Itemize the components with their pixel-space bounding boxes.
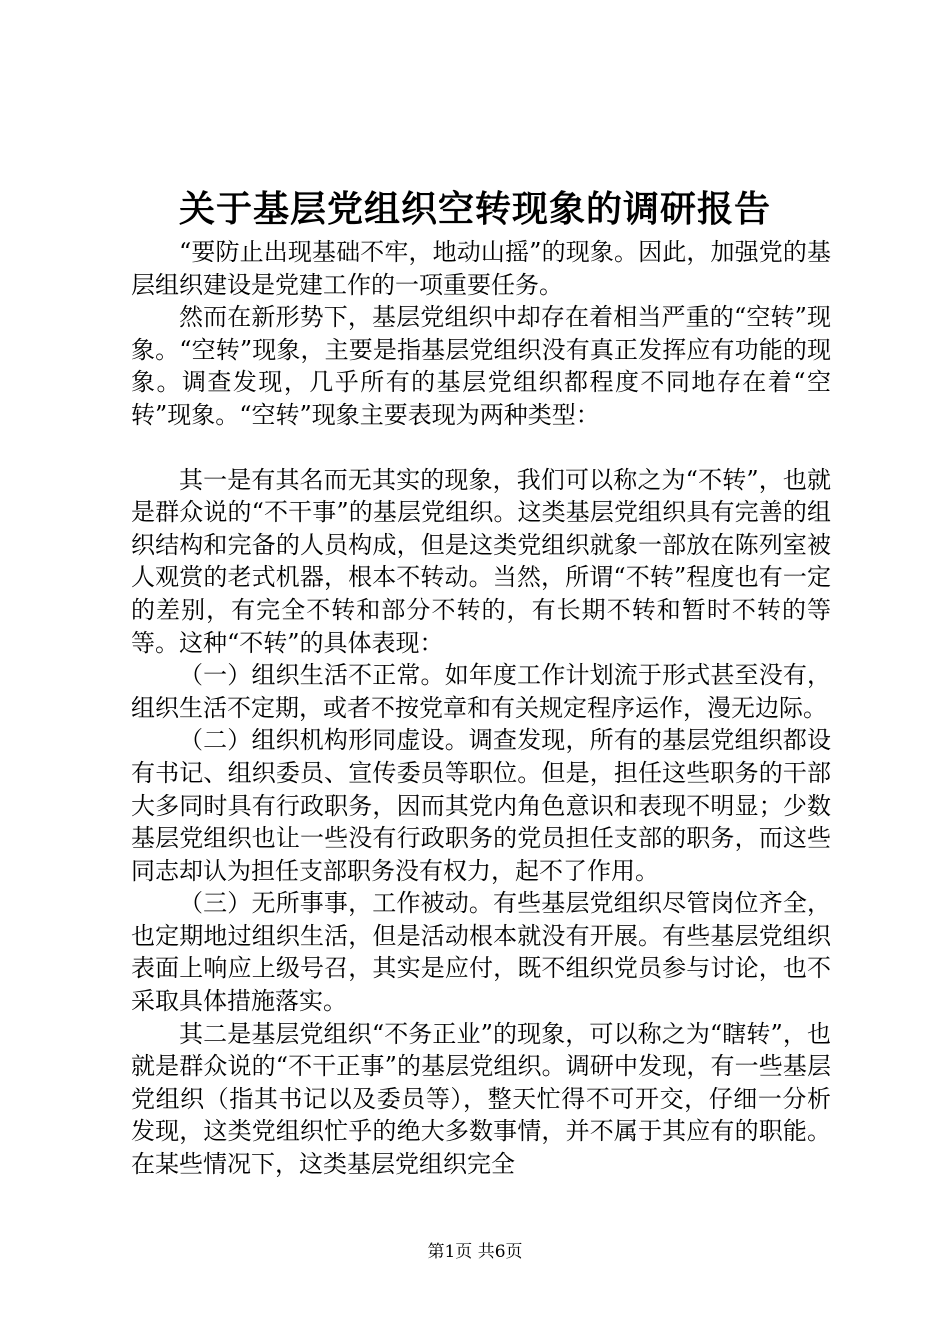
paragraph-item-two: （二）组织机构形同虚设。调查发现，所有的基层党组织都设有书记、组织委员、宣传委员等职位。但是，担任这些职务的干部大多同时具有行政职务，因而其党内角色意识和表现不明显；少数基层党组织也让一些没有行政职务的党员担任支部的职务，而这些同志却认为担任支部职务没有权力，起不了作用。 <box>131 726 831 885</box>
paragraph-type-two: 其二是基层党组织“不务正业”的现象，可以称之为“瞎转”，也就是群众说的“不干正事”的基层党组织。调研中发现，有一些基层党组织（指其书记以及委员等），整天忙得不可开交，仔细一分析发现，这类党组织忙乎的绝大多数事情，并不属于其应有的职能。在某些情况下，这类基层党组织完全 <box>131 1019 831 1179</box>
paragraph-kongzhuan-definition: 然而在新形势下，基层党组织中却存在着相当严重的“空转”现象。“空转”现象，主要是指基层党组织没有真正发挥应有功能的现象。调查发现，几乎所有的基层党组织都程度不同地存在着“空转”现象。“空转”现象主要表现为两种类型： <box>131 303 831 429</box>
paragraph-item-one: （一）组织生活不正常。如年度工作计划流于形式甚至没有，组织生活不定期，或者不按党章和有关规定程序运作，漫无边际。 <box>131 661 831 722</box>
document-body <box>131 236 831 1181</box>
paragraph-intro: “要防止出现基础不牢，地动山摇”的现象。因此，加强党的基层组织建设是党建工作的一项重要任务。 <box>131 238 831 299</box>
page-number-footer: 第1页 共6页 <box>427 1242 523 1262</box>
paragraph-type-one: 其一是有其名而无其实的现象，我们可以称之为“不转”，也就是群众说的“不干事”的基层党组织。这类基层党组织具有完善的组织结构和完备的人员构成，但是这类党组织就象一部放在陈列室被人观赏的老式机器，根本不转动。当然，所谓“不转”程度也有一定的差别，有完全不转和部分不转的，有长期不转和暂时不转的等等。这种“不转”的具体表现： <box>131 465 831 657</box>
document-title: 关于基层党组织空转现象的调研报告 <box>178 188 771 230</box>
paragraph-item-three: （三）无所事事，工作被动。有些基层党组织尽管岗位齐全，也定期地过组织生活，但是活动根本就没有开展。有些基层党组织表面上响应上级号召，其实是应付，既不组织党员参与讨论，也不采取具体措施落实。 <box>131 889 831 1016</box>
